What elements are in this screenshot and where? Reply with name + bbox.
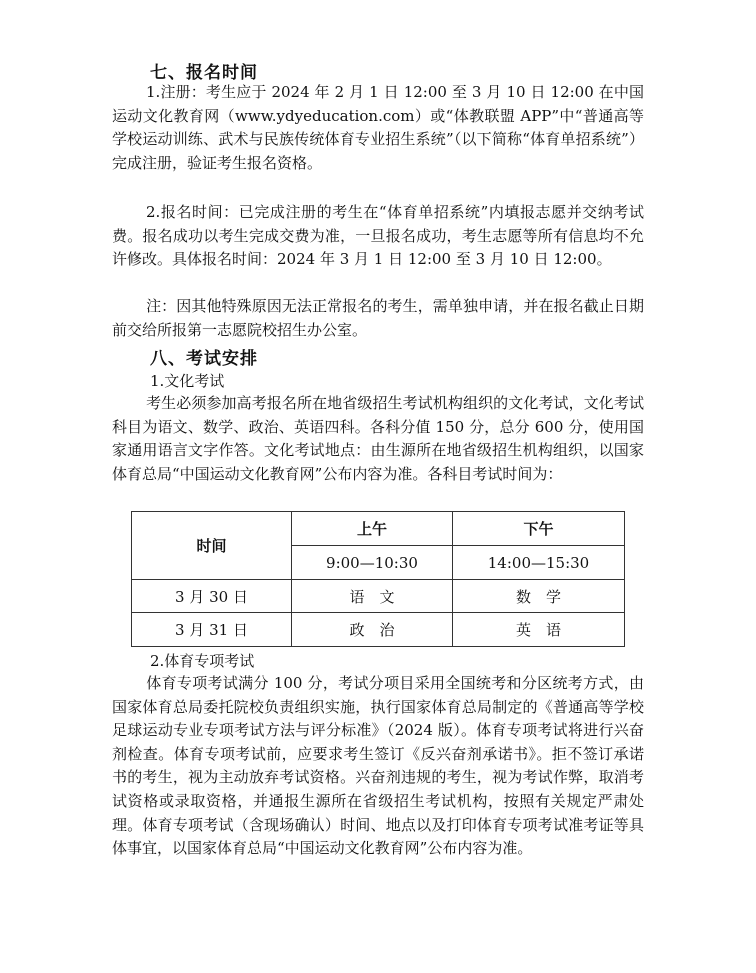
date-cell: 3 月 30 日 [132, 580, 292, 613]
afternoon-time-cell: 14:00—15:30 [453, 546, 625, 580]
afternoon-subject-cell: 英 语 [453, 613, 625, 647]
table-header-afternoon: 下午 [453, 512, 625, 546]
morning-subject-cell: 政 治 [292, 613, 453, 647]
registration-time-paragraph: 2.报名时间：已完成注册的考生在“体育单招系统”内填报志愿并交纳考试费。报名成功以考生完成交费为准，一旦报名成功，考生志愿等所有信息均不允许修改。具体报名时间：2024 年 3 月 1 日 12:00 至 3 月 10 日 12:00。 [112, 203, 644, 269]
table-header-time: 时间 [132, 512, 292, 580]
afternoon-subject-cell: 数 学 [453, 580, 625, 613]
section-7-heading: 七、报名时间 [150, 63, 258, 83]
exam-schedule-table [131, 511, 625, 647]
date-cell: 3 月 31 日 [132, 613, 292, 647]
section-8-heading: 八、考试安排 [150, 349, 258, 369]
table-row [132, 580, 625, 613]
morning-subject-cell: 语 文 [292, 580, 453, 613]
sports-exam-subheading: 2.体育专项考试 [150, 652, 255, 670]
table-row [132, 613, 625, 647]
morning-time-cell: 9:00—10:30 [292, 546, 453, 580]
culture-exam-paragraph: 考生必须参加高考报名所在地省级招生考试机构组织的文化考试，文化考试科目为语文、数学、政治、英语四科。各科分值 150 分，总分 600 分，使用国家通用语言文字作答。文化考试地点：由生源所在地省级招生机构组织，以国家体育总局“中国运动文化教育网”公布内容为准。各科目考试时间为： [112, 394, 644, 483]
sports-exam-paragraph: 体育专项考试满分 100 分，考试分项目采用全国统考和分区统考方式，由国家体育总局委托院校负责组织实施，执行国家体育总局制定的《普通高等学校足球运动专业专项考试方法与评分标准》（2024 版）。体育专项考试将进行兴奋剂检查。体育专项考试前，应要求考生签订《反兴奋剂承诺书》。拒不签订承诺书的考生，视为主动放弃考试资格。兴奋剂违规的考生，视为考试作弊，取消考试资格或录取资格，并通报生源所在省级招生考试机构，按照有关规定严肃处理。体育专项考试（含现场确认）时间、地点以及打印体育专项考试准考证等具体事宜，以国家体育总局“中国运动文化教育网”公布内容为准。 [112, 674, 644, 858]
table-header-morning: 上午 [292, 512, 453, 546]
registration-paragraph: 1.注册：考生应于 2024 年 2 月 1 日 12:00 至 3 月 10 日 12:00 在中国运动文化教育网（www.ydyeducation.com）或“体教联盟 APP”中“普通高等学校运动训练、武术与民族传统体育专业招生系统”（以下简称“体育单招系统”）完成注册，验证考生报名资格。 [112, 83, 644, 172]
culture-exam-subheading: 1.文化考试 [150, 372, 225, 390]
special-note-paragraph: 注：因其他特殊原因无法正常报名的考生，需单独申请，并在报名截止日期前交给所报第一志愿院校招生办公室。 [112, 297, 644, 339]
